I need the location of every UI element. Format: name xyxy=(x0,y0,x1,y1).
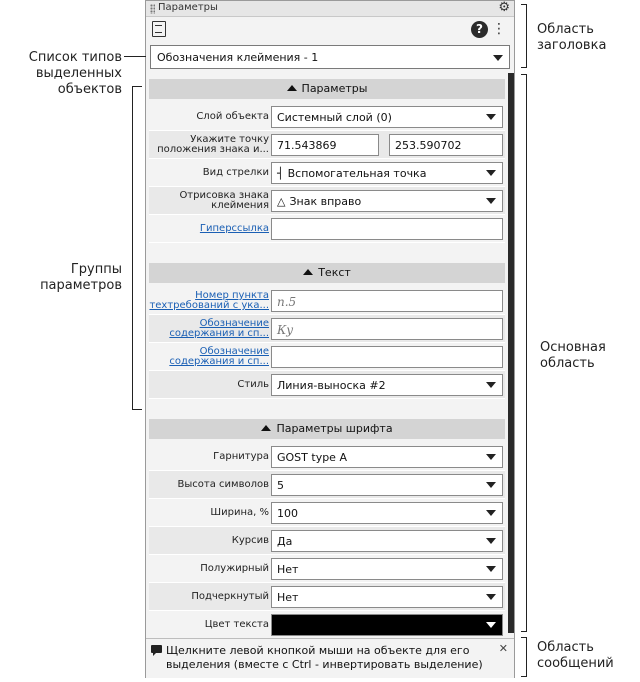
style-value: Линия-выноска #2 xyxy=(277,379,386,392)
bold-select[interactable] xyxy=(271,558,503,580)
panel-titlebar[interactable] xyxy=(146,1,514,17)
document-icon[interactable] xyxy=(152,21,166,37)
row-hyperlink xyxy=(149,215,505,243)
row-arrow xyxy=(149,159,505,187)
row-item-number xyxy=(149,287,505,315)
close-icon[interactable]: ✕ xyxy=(498,642,508,655)
section-title: Параметры шрифта xyxy=(276,422,393,435)
bold-label: Полужирный xyxy=(200,563,269,574)
gear-icon[interactable]: ⚙ xyxy=(498,0,510,15)
chevron-down-icon[interactable] xyxy=(486,622,496,628)
hyperlink-input[interactable] xyxy=(271,218,503,240)
collapse-icon xyxy=(261,425,271,431)
section-header-text[interactable] xyxy=(149,263,505,283)
hyperlink-label[interactable]: Гиперссылка xyxy=(199,223,269,234)
typeface-label: Гарнитура xyxy=(213,451,269,462)
underline-select[interactable] xyxy=(271,586,503,608)
main-area xyxy=(146,73,508,633)
brace-messages xyxy=(521,637,527,677)
object-type-value: Обозначения клеймения - 1 xyxy=(157,51,319,64)
point-label: Укажите точку положения знака и... xyxy=(157,134,269,155)
italic-select[interactable] xyxy=(271,530,503,552)
color-select[interactable] xyxy=(271,614,503,636)
message-icon xyxy=(151,645,162,653)
layer-label: Слой объекта xyxy=(196,111,269,122)
width-select[interactable] xyxy=(271,502,503,524)
panel-title: Параметры xyxy=(158,2,218,13)
style-label: Стиль xyxy=(237,379,269,390)
brace-groups xyxy=(132,86,142,410)
annotation-header-area: Область заголовка xyxy=(537,22,607,53)
pointer-type-list xyxy=(124,56,146,57)
help-icon[interactable]: ? xyxy=(471,21,488,38)
row-underline xyxy=(149,583,505,611)
panel-toolbar xyxy=(146,18,514,42)
layer-value: Системный слой (0) xyxy=(277,111,392,124)
chevron-down-icon[interactable] xyxy=(486,454,496,460)
row-content-2 xyxy=(149,343,505,371)
row-mark xyxy=(149,187,505,215)
point-y-input[interactable]: 253.590702 xyxy=(389,134,503,156)
content-1-input[interactable] xyxy=(271,318,503,340)
height-label: Высота символов xyxy=(177,479,269,490)
item-number-label[interactable]: Номер пункта техтребований с ука... xyxy=(149,290,269,311)
arrow-label: Вид стрелки xyxy=(202,167,269,178)
row-point xyxy=(149,131,505,159)
mark-right-icon: △ xyxy=(277,195,286,208)
object-type-select[interactable] xyxy=(150,45,510,69)
row-typeface xyxy=(149,443,505,471)
row-height xyxy=(149,471,505,499)
section-title: Параметры xyxy=(301,82,368,95)
point-x-input[interactable]: 71.543869 xyxy=(271,134,379,156)
width-value: 100 xyxy=(277,507,298,520)
mark-value: Знак вправо xyxy=(289,195,362,208)
arrow-value: Вспомогательная точка xyxy=(287,167,427,180)
width-label: Ширина, % xyxy=(210,507,269,518)
brace-header xyxy=(521,4,527,68)
arrow-select[interactable] xyxy=(271,162,503,184)
chevron-down-icon[interactable] xyxy=(486,566,496,572)
chevron-down-icon[interactable] xyxy=(486,510,496,516)
color-label: Цвет текста xyxy=(204,619,269,630)
row-italic xyxy=(149,527,505,555)
row-color xyxy=(149,611,505,639)
row-width xyxy=(149,499,505,527)
section-title: Текст xyxy=(318,266,351,279)
chevron-down-icon[interactable] xyxy=(486,594,496,600)
typeface-value: GOST type A xyxy=(277,451,347,464)
chevron-down-icon[interactable] xyxy=(486,382,496,388)
row-bold xyxy=(149,555,505,583)
item-number-input[interactable] xyxy=(271,290,503,312)
content-1-value: Ку xyxy=(277,323,294,337)
row-content-1 xyxy=(149,315,505,343)
collapse-icon xyxy=(303,269,313,275)
message-area xyxy=(146,638,514,678)
row-layer xyxy=(149,103,505,131)
chevron-down-icon[interactable] xyxy=(486,482,496,488)
annotation-groups: Группы параметров xyxy=(40,262,122,293)
annotation-main-area: Основная область xyxy=(540,340,606,371)
content-1-label[interactable]: Обозначение содержания и сп... xyxy=(169,318,269,339)
scrollbar[interactable] xyxy=(508,73,514,633)
typeface-select[interactable] xyxy=(271,446,503,468)
mark-select[interactable] xyxy=(271,190,503,212)
chevron-down-icon[interactable] xyxy=(486,538,496,544)
chevron-down-icon[interactable] xyxy=(486,170,496,176)
annotation-messages-area: Область сообщений xyxy=(537,640,614,671)
properties-panel xyxy=(145,0,515,678)
collapse-icon xyxy=(287,85,297,91)
mark-label: Отрисовка знака клеймения xyxy=(179,190,269,211)
section-header-font[interactable] xyxy=(149,419,505,439)
grip-icon[interactable] xyxy=(150,4,155,14)
row-style xyxy=(149,371,505,399)
chevron-down-icon[interactable] xyxy=(493,55,503,61)
content-2-input[interactable] xyxy=(271,346,503,368)
italic-label: Курсив xyxy=(231,535,269,546)
content-2-label[interactable]: Обозначение содержания и сп... xyxy=(169,346,269,367)
height-select[interactable] xyxy=(271,474,503,496)
aux-point-icon: ┤ xyxy=(277,167,284,180)
underline-value: Нет xyxy=(277,591,299,604)
brace-main xyxy=(521,74,527,632)
message-text: Щелкните левой кнопкой мыши на объекте для его выделения (вместе с Ctrl - инвертировать выделение) xyxy=(166,644,483,671)
section-header-parameters[interactable] xyxy=(149,79,505,99)
style-select[interactable] xyxy=(271,374,503,396)
chevron-down-icon[interactable] xyxy=(486,114,496,120)
layer-select[interactable] xyxy=(271,106,503,128)
annotation-type-list: Список типов выделенных объектов xyxy=(28,50,122,97)
height-value: 5 xyxy=(277,479,284,492)
chevron-down-icon[interactable] xyxy=(486,198,496,204)
tree-view-icon[interactable]: ⋮ xyxy=(492,21,506,37)
bold-value: Нет xyxy=(277,563,299,576)
italic-value: Да xyxy=(277,535,293,548)
underline-label: Подчеркнутый xyxy=(191,591,269,602)
item-number-value: п.5 xyxy=(277,295,297,309)
